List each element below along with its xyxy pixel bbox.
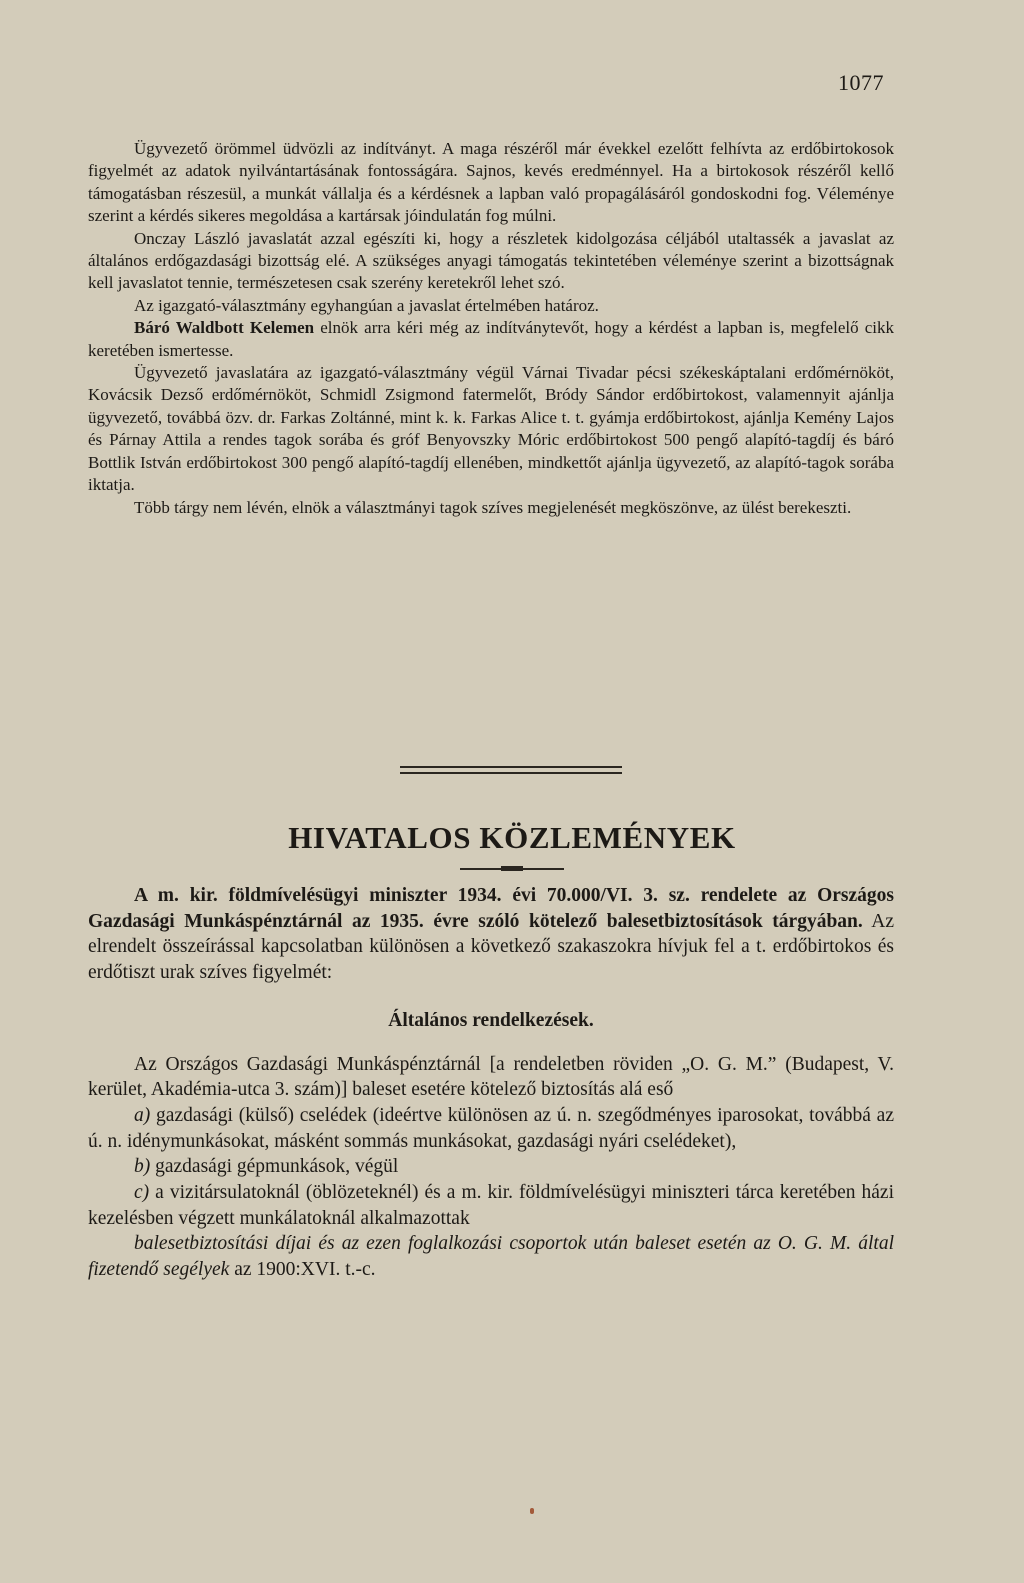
subheading: Általános rendelkezések. — [388, 1009, 594, 1031]
paragraph: Ügyvezető javaslatára az igazgató-választmány végül Várnai Tivadar pécsi székeskáptalani erdőmérnököt, Kovácsik Dezső erdőmérnököt, Schmidl Zsigmond fatermelőt, Bródy Sándor erdőbirtokost, valamennyit ajánlja ügyvezető, továbbá özv. dr. Farkas Zoltánné, mint k. k. Farkas Alice t. t. gyámja erdőbirtokost, ajánlja Kemény Lajos és Párnay Attila a rendes tagok sorába és gróf Benyovszky Móric erdőbirtokost 500 pengő alapító-tagdíj és báró Bottlik István erdőbirtokost 300 pengő alapító-tagdíj ellenében, mindkettőt ajánlja ügyvezető, az alapító-tagok sorába iktatja. — [88, 363, 894, 495]
paragraph — [88, 1231, 894, 1282]
paragraph: Ügyvezető örömmel üdvözli az indítványt. A maga részéről már évekkel ezelőtt felhívta az erdőbirtokosok figyelmét az adatok nyilvántartásának fontosságára. Sajnos, kevés eredménnyel. Ha a birtokosok részéről kellő támogatásban részesül, a munkát vállalja és a kérdésnek a lapban való propagálásáról gondoskodni fog. Véleménye szerint a kérdés sikeres megoldása a kartársak jóindulatán fog múlni. — [88, 139, 894, 226]
section-divider — [400, 766, 622, 768]
list-text: a vizitársulatoknál (öblözeteknél) és a m. kir. földmívelésügyi miniszteri tárca keretében házi kezelésben végzett munkálatoknál alkalmazottak — [88, 1182, 894, 1229]
section-divider — [400, 772, 622, 774]
italic-text: balesetbiztosítási díjai és az ezen foglalkozási csoportok után baleset esetén az O. G. M. által fizetendő segélyek — [88, 1233, 894, 1281]
list-item — [88, 1103, 894, 1154]
list-text: gazdasági (külső) cselédek (ideértve különösen az ú. n. szegődményes iparosokat, továbbá az ú. n. idénymunkásokat, másként sommás munkásokat, gazdasági nyári cselédeket), — [88, 1104, 894, 1152]
list-item — [88, 1180, 894, 1231]
paragraph — [88, 317, 894, 362]
person-name: Báró Waldbott Kelemen — [134, 318, 315, 338]
paragraph: Több tárgy nem lévén, elnök a választmányi tagok szíves megjelenését megköszönve, az ülést berekeszti. — [134, 497, 852, 517]
list-label: c) — [134, 1182, 150, 1204]
list-item — [88, 1154, 894, 1180]
section-heading: HIVATALOS KÖZLEMÉNYEK — [288, 820, 736, 855]
list-text: gazdasági gépmunkások, végül — [150, 1156, 399, 1178]
decree-title: A m. kir. földmívelésügyi miniszter 1934. évi 70.000/VI. 3. sz. rendelete az Országos Gazdasági Munkáspénztárnál az 1935. évre szóló kötelező balesetbiztosítások tárgyában. — [88, 885, 894, 932]
ink-mark — [530, 1508, 534, 1514]
paragraph-text: elnök arra kéri még az indítványtevőt, hogy a kérdést a lapban is, megfelelő cikk keretében ismertesse. — [88, 318, 895, 360]
decree-paragraph — [88, 883, 894, 986]
heading-ornament — [460, 868, 564, 870]
paragraph: Az Országos Gazdasági Munkáspénztárnál [a rendeletben röviden „O. G. M.” (Budapest, V. kerület, Akadémia-utca 3. szám)] baleset esetére kötelező biztosítás alá eső — [88, 1053, 894, 1101]
list-label: b) — [134, 1156, 151, 1178]
list-label: a) — [134, 1104, 151, 1126]
meeting-minutes — [88, 138, 894, 519]
paragraph-text: az 1900:XVI. t.-c. — [229, 1259, 376, 1281]
page-number: 1077 — [838, 70, 884, 95]
paragraph: Onczay László javaslatát azzal egészíti ki, hogy a részletek kidolgozása céljából utaltassék a javaslat az általános erdőgazdasági bizottság elé. A szükséges anyagi támogatás tekintetében véleménye szerint a bizottságnak kell javaslatot tennie, természetesen csak szerény keretekről lehet szó. — [88, 228, 894, 293]
decree-text: Az elrendelt összeírással kapcsolatban különösen a következő szakaszokra hívjuk fel a t. erdőbirtokos és erdőtiszt urak szíves figyelmét: — [88, 910, 894, 984]
paragraph: Az igazgató-választmány egyhangúan a javaslat értelmében határoz. — [134, 295, 599, 315]
official-announcements — [88, 883, 894, 1283]
